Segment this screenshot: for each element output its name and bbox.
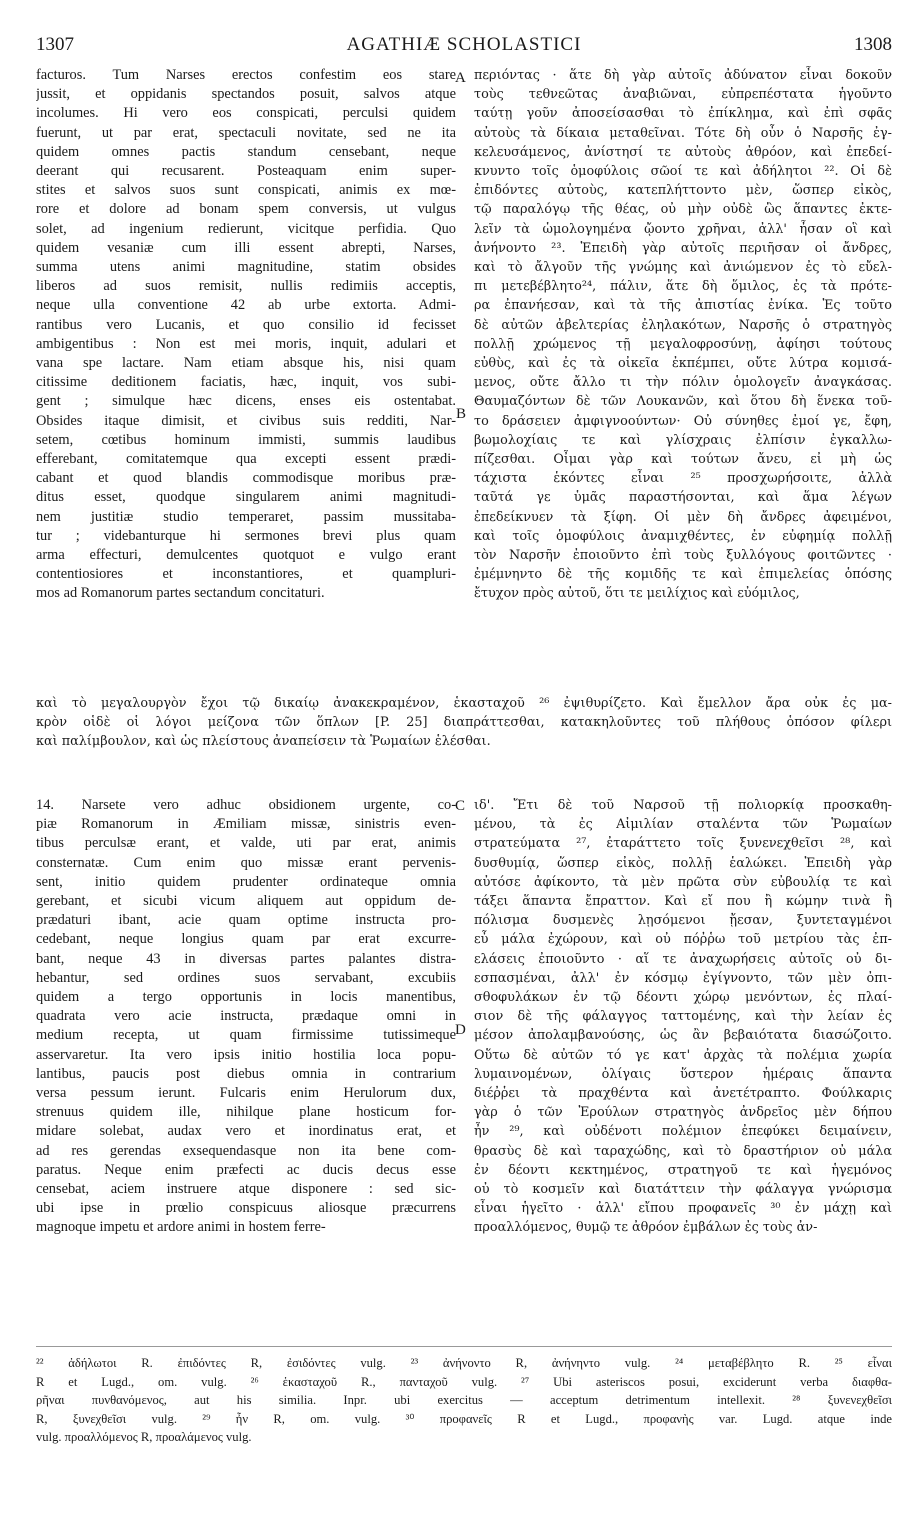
text-line: Θαυμαζόντων δὲ τῶν Λουκανῶν, καὶ ὅτου δὴ ἕνεκα τοῦ- bbox=[474, 394, 892, 410]
text-line: προαλλόμενος, θυμῷ τε ἀθρόον ἐμβάλων ἐς τοὺς ἀν- bbox=[474, 1220, 818, 1236]
text-line: quidem omnes pactis standum censebant, neque bbox=[36, 143, 456, 160]
text-line: στρατεύματα ²⁷, ἐταράττετο τοῖς ξυνενεχθεῖσι ²⁸, καὶ bbox=[474, 836, 892, 852]
text-line: neque ulla conventione 42 ab urbe extorta. Admi- bbox=[36, 297, 456, 314]
running-header bbox=[36, 34, 892, 60]
text-line: πι μετεβέβλητο²⁴, πάλιν, ἅτε δὴ ὅμιλος, ἐς τὰ πρότε- bbox=[474, 279, 892, 295]
text-line: incolumes. Hi vero eos conspicati, perculsi quidem bbox=[36, 105, 456, 122]
text-line: R, ξυνεχθεῖσι vulg. ²⁹ ἦν R, om. vulg. ³⁰ προφανεῖς R et Lugd., προφανὴς var. Lugd. atque inde bbox=[36, 1411, 892, 1426]
running-title: AGATHIÆ SCHOLASTICI bbox=[346, 34, 582, 55]
text-line: vulg. προαλλόμενος R, προαλάμενος vulg. bbox=[36, 1430, 252, 1444]
text-line: καὶ τὸ ἄλγοῦν τῆς γνώμης καὶ ἀνιώμενον ἐς τὸ εὔελ- bbox=[474, 260, 892, 276]
text-line: ditus esset, quodque singularem animi magnitudi- bbox=[36, 489, 456, 506]
text-line: εὖ μάλα ἐχώρουν, καὶ οὐ πόῤῥω τοῦ μετρίου τὰς ἐπ- bbox=[474, 932, 892, 948]
text-line: μενος, οὔτε ἄλλο τι τὴν πόλιν ὁμολογεῖν ἀναγκάσας. bbox=[474, 375, 892, 391]
text-line: μένου, τὰ ἐς Αἰμιλίαν σταλέντα τῶν Ῥωμαίων bbox=[474, 817, 892, 833]
text-line: περιόντας · ἅτε δὴ γὰρ αὐτοῖς ἀδύνατον εἶναι δοκοῦν bbox=[474, 68, 892, 83]
text-line: summa utens animi magnitudine, statim obsides bbox=[36, 259, 456, 276]
text-line: gerebant, et sicubi vicum aliquem aut oppidum de- bbox=[36, 893, 456, 910]
text-line: lantibus, paucis post diebus omnia in contrarium bbox=[36, 1065, 456, 1082]
text-line: κελευσάμενος, ἀνίστησί τε αὐτοὺς ἀθρόον, καὶ ἐπεδεί- bbox=[474, 144, 892, 160]
text-line: λυμαινομένων, ὀλίγαις ὕστερον ἡμέραις ἅπαντα bbox=[474, 1066, 892, 1082]
text-line: strenuus quidem ille, nihilque plane hosticum for- bbox=[36, 1104, 456, 1121]
latin-column-upper bbox=[36, 66, 456, 604]
text-line: citissime deditionem faciatis, hæc, inquit, vos subi- bbox=[36, 374, 456, 391]
text-line: τάξει ἅπαντα ἔπραττον. Καὶ εἴ που ἢ κώμην τινὰ ἢ bbox=[474, 894, 892, 910]
text-line: ἐν δέοντι κεκτημένος, στρατηγοῦ τε καὶ ἡγεμόνος bbox=[474, 1162, 892, 1178]
text-line: gent ; simulque hæc dicens, enses eis ostentabat. bbox=[36, 393, 456, 410]
text-line: bant, neque 43 in diversas partes palantes distra- bbox=[36, 950, 456, 967]
text-line: cabant et quod blandis commodisque moribus præ- bbox=[36, 470, 456, 487]
text-line: liberos ad suos remisit, nullis redimiis acceptis, bbox=[36, 278, 456, 295]
text-line: censebat, aciem instruere atque disponere : sed sic- bbox=[36, 1181, 456, 1198]
text-line: τῷ παραλόγῳ τῆς θέας, οὐ μὴν οὐδὲ ὣς ἅπαντες ἐκτε- bbox=[474, 202, 892, 218]
text-line: εὐθὺς, καὶ ἐς τὰ οἰκεῖα ἐκπέμπει, οὔτε λύτρα κομισά- bbox=[474, 356, 892, 372]
text-line: arma effecturi, demulcentes quotquot e vulgo erant bbox=[36, 547, 456, 564]
text-line: σιον δὲ τῆς φάλαγγος ταττομένης, καὶ τὴν λείαν ἐς bbox=[474, 1009, 892, 1025]
text-line: ad res gerendas exsequendasque non ita bene com- bbox=[36, 1142, 456, 1159]
text-line: solet, ad ingenium redierunt, vicitque perfidia. Quo bbox=[36, 220, 456, 237]
text-line: ρα ἐπανήεσαν, καὶ τὰ τῆς ἀπιστίας ἐνίκα. Ἐς τοῦτο bbox=[474, 298, 892, 314]
margin-marker-d: D bbox=[455, 1022, 466, 1038]
text-line: ἀνήνοντο ²³. Ἐπειδὴ γὰρ αὐτοῖς περιῆσαν οἱ ἄνδρες, bbox=[474, 240, 892, 256]
text-line: jussit, et oppidanis spectandos posuit, salvos atque bbox=[36, 86, 456, 103]
text-line: ελάσεις ἐποιοῦντο · αἵ τε ἀναχωρήσεις αὐτοῖς οὐ δι- bbox=[474, 951, 892, 967]
text-line: το δράσειεν ἀμφιγνοούντων· Οὐ σύνηθες ἐμοί γε, ἔφη, bbox=[474, 413, 892, 429]
text-line: Obsides itaque dimisit, et civibus suis redditi, Nar- bbox=[36, 412, 456, 429]
text-line: μέσον ἀπολαμβανούσης, ὡς ἂν βεβαιότατα διασώζοιτο. bbox=[474, 1028, 892, 1044]
margin-marker-a: A bbox=[455, 70, 466, 86]
margin-marker-b: B bbox=[456, 406, 467, 422]
text-line: λεῖν τὰ ὡμολογημένα ᾤοντο χρῆναι, ἀλλ' ἦσαν οἳ καὶ bbox=[474, 221, 892, 237]
text-line: contentiosiores et inconstantiores, et quampluri- bbox=[36, 566, 456, 583]
footnote-rule bbox=[36, 1346, 892, 1347]
text-line: paratus. Neque enim præfecti ac ducis decus esse bbox=[36, 1161, 456, 1178]
greek-column-upper bbox=[474, 66, 892, 604]
text-line: ταῦτά γε ὑμᾶς παραστήσονται, καὶ ἅμα λέγων bbox=[474, 490, 892, 506]
latin-column-lower bbox=[36, 796, 456, 1238]
text-line: setem, cœtibus hominum immisti, summis laudibus bbox=[36, 431, 456, 448]
text-line: καὶ παλίμβουλον, καὶ ὡς πλείστους ἀναπείσειν τὰ Ῥωμαίων ἑλέσθαι. bbox=[36, 734, 491, 750]
text-line: πολλῇ χρώμενος τῇ μεγαλοφροσύνῃ, ἀφίησι τούτους bbox=[474, 336, 892, 352]
text-line: εἶναι ἡγεῖτο · ἀλλ' εἴπου προφανεῖς ³⁰ ἐν μάχῃ καὶ bbox=[474, 1201, 892, 1217]
text-line: sent, initio quidem prudenter ordinateque omnia bbox=[36, 873, 456, 890]
text-line: quadrata vero acie instructa, prædaque omni in bbox=[36, 1008, 456, 1025]
text-line: quidem a tergo opportunis in locis manentibus, bbox=[36, 989, 456, 1006]
text-line: ἔτυχον πρὸς αὐτοῦ, ὅτι τε μειλίχιος καὶ εὐόμιλος, bbox=[474, 586, 800, 602]
text-line: mos ad Romanorum partes sectandum concitaturi. bbox=[36, 585, 325, 602]
margin-marker-c: C bbox=[455, 798, 466, 814]
text-line: quidem vesaniæ cum illi essent abrepti, Narses, bbox=[36, 239, 456, 256]
text-line: ἐπιδόντες αὐτοὺς, κατεπλήττοντο μὲν, ὥσπερ εἰκὸς, bbox=[474, 183, 892, 199]
text-line: ubi ipse in prœlio conspicuus aliosque præcurrens bbox=[36, 1200, 456, 1217]
text-line: καὶ τοῖς ὁμοφύλοις ἀναμιχθέντες, ἐν εὐφημίᾳ πολλῇ bbox=[474, 528, 892, 544]
text-line: prædaturi ibant, acie quam optime instructa pro- bbox=[36, 912, 456, 929]
text-line: κρὸν οἱδὲ οἱ λόγοι μείζονα τῶν ὅπλων [P. 25] διαπράττεσθαι, κατακηλοῦντες τοῦ πλήθους ὁπόσον φίλερι bbox=[36, 715, 892, 731]
text-line: piæ Romanorum in Æmiliam missæ, sinistris even- bbox=[36, 816, 456, 833]
text-line: efferebant, comitatemque qua excepti essent prædi- bbox=[36, 451, 456, 468]
text-line: αὐτοὺς τὰ δίκαια μεταθεῖναι. Τότε δὴ οὖν ὁ Ναρσῆς ἐγ- bbox=[474, 125, 892, 141]
text-line: midare solebat, audax vero et inordinatus erat, et bbox=[36, 1123, 456, 1140]
text-line: εσπασμέναι, ἀλλ' ἐν κόσμῳ ἐγίγνοντο, τῶν μὲν ὀπι- bbox=[474, 970, 892, 986]
text-line: τοὺς τεθνεῶτας ἀναβιῶναι, εὐπρεπέστατα ἡγοῦντο bbox=[474, 87, 892, 103]
left-page-number: 1307 bbox=[36, 34, 74, 55]
text-line: 14. Narsete vero adhuc obsidionem urgente, co- bbox=[36, 797, 456, 813]
text-line: vana spe lactare. Nam etiam absque his, nisi quam bbox=[36, 355, 456, 372]
text-line: Οὕτω δὲ αὐτῶν τό γε κατ' ἀρχὰς τὰ πολέμια χωρία bbox=[474, 1047, 892, 1063]
text-line: facturos. Tum Narses erectos confestim eos stare bbox=[36, 67, 456, 83]
text-line: tibus perculsæ erant, et valde, uti par erat, animis bbox=[36, 835, 456, 852]
text-line: ἐμέμνηντο δὲ τῆς κομιδῆς τε καὶ ἐπιμελείας ὁπόσης bbox=[474, 567, 892, 583]
text-line: asservaretur. Ita vero ipsis initio hostilia loca popu- bbox=[36, 1046, 456, 1063]
text-line: τὸν Ναρσῆν ἐποιοῦντο ἐπὶ τοὺς ξυλλόγους φοιτῶντες · bbox=[474, 548, 892, 564]
text-line: medium recepta, ut quam firmissime tutissimeque bbox=[36, 1027, 456, 1044]
text-line: deerant qui recusarent. Posteaquam enim super- bbox=[36, 163, 456, 180]
text-line: R et Lugd., om. vulg. ²⁶ ἑκασταχοῦ R., πανταχοῦ vulg. ²⁷ Ubi asteriscos posui, exciderunt verba διαφθα- bbox=[36, 1374, 892, 1389]
text-line: γὰρ ὁ τῶν Ἐρούλων στρατηγὸς ἀνδρεῖος μὲν δήπου bbox=[474, 1105, 892, 1121]
text-line: consternatæ. Cum enim quo missæ erant pervenis- bbox=[36, 854, 456, 871]
text-line: ρῆναι πυνθανόμενος, aut his similia. Inpr. ubi exercitus — acceptum detrimentum intellexit. ²⁸ ξυνενεχθεῖσι bbox=[36, 1393, 892, 1407]
text-line: fuerunt, ut par erat, spectaculi novitate, sed ne ita bbox=[36, 124, 456, 141]
text-line: stites et salvos suos sunt conspicati, animis ex mœ- bbox=[36, 182, 456, 199]
text-line: τάχιστα ἑκόντες εἶναι ²⁵ προσχωρήσοιτε, ἀλλὰ bbox=[474, 471, 892, 487]
text-line: σθοφυλάκων ἐν τῷ δέοντι χώρῳ μενόντων, ἐς πλαί- bbox=[474, 990, 892, 1006]
text-line: ambigentibus : Non est mei moris, inquit, adulari et bbox=[36, 335, 456, 352]
text-line: ²² ἀδήλωτοι R. ἐπιδόντες R, ἐσιδόντες vulg. ²³ ἀνήνοντο R, ἀνήνηντο vulg. ²⁴ μεταβέβλητο R. ²⁵ εἶναι bbox=[36, 1356, 892, 1370]
greek-full-width-passage bbox=[36, 694, 892, 752]
text-line: πόλισμα δυσμενὲς λῃσόμενοι ᾔεσαν, ξυντεταγμένοι bbox=[474, 913, 892, 929]
text-line: tur ; videbanturque hi sermones brevi plus quam bbox=[36, 527, 456, 544]
text-line: πίζεσθαι. Οἶμαι γὰρ καὶ τούτων ἄνευ, εἰ μὴ ὡς bbox=[474, 452, 892, 468]
text-line: ἐπεδείκνυεν τὰ ξίφη. Οἱ μὲν δὴ ἄνδρες ἀφειμένοι, bbox=[474, 509, 892, 525]
text-line: θρασὺς δὲ καὶ ταραχώδης, καὶ τὸ δραστήριον οὐ μάλα bbox=[474, 1143, 892, 1159]
text-line: versa pessum ierunt. Fulcaris enim Herulorum dux, bbox=[36, 1085, 456, 1102]
text-line: δὲ αὐτῶν ἀβελτερίας ἐληλακότων, Ναρσῆς ὁ στρατηγὸς bbox=[474, 317, 892, 333]
text-line: ταύτῃ γοῦν ἀποσείσασθαι τὸ ἐπίκλημα, καὶ ἐπὶ σφᾶς bbox=[474, 106, 892, 122]
text-line: αὐτόσε ἀφίκοντο, τὰ μὲν πρῶτα σὺν εὐβουλίᾳ τε καὶ bbox=[474, 874, 892, 890]
text-line: magnoque impetu et ardore animi in hostem ferre- bbox=[36, 1219, 326, 1236]
text-line: ἦν ²⁹, καὶ οὐδένοτι πολέμιον ἐπεφύκει δειμαίνειν, bbox=[474, 1124, 892, 1140]
footnotes bbox=[36, 1354, 892, 1447]
greek-column-lower bbox=[474, 796, 892, 1238]
text-line: hebantur, sed ordines suos servabant, excubiis bbox=[36, 969, 456, 986]
text-line: κνυντο τοῖς ὁμοφύλοις σῶοί τε καὶ ἀδήλητοι ²². Οἱ δὲ bbox=[474, 164, 892, 180]
text-line: nem justitiæ studio temperaret, passim mussitaba- bbox=[36, 508, 456, 525]
right-page-number: 1308 bbox=[854, 34, 892, 55]
text-line: δυσθυμίᾳ, ὥσπερ εἰκὸς, πολλῇ ἑαλώκει. Ἐπειδὴ γὰρ bbox=[474, 855, 892, 871]
text-line: οὐ τὸ κοσμεῖν καὶ διατάττειν τὴν φάλαγγα γνώρισμα bbox=[474, 1182, 892, 1198]
text-line: διέῤῥει τὰ πραχθέντα καὶ ἀνετέτραπτο. Φούλκαρις bbox=[474, 1086, 892, 1102]
text-line: ιδ'. Ἔτι δὲ τοῦ Ναρσοῦ τῇ πολιορκίᾳ προσκαθη- bbox=[474, 798, 892, 813]
text-line: βωμολοχίαις τε καὶ γλίσχραις ἐλπίσιν ἐγκαλλω- bbox=[474, 432, 892, 448]
text-line: rore et dolore ad bonam spem conversis, ut vulgus bbox=[36, 201, 456, 218]
text-line: rantibus vero Lucanis, et quo consilio id fecisset bbox=[36, 316, 456, 333]
text-line: cedebant, neque longius quam par erat excurre- bbox=[36, 931, 456, 948]
text-line: καὶ τὸ μεγαλουργὸν ἔχοι τῷ δικαίῳ ἀνακεκραμένον, ἑκασταχοῦ ²⁶ ἐψιθυρίζετο. Καὶ ἔμελλον ἄρα οὐκ ἐς μα- bbox=[36, 696, 892, 711]
